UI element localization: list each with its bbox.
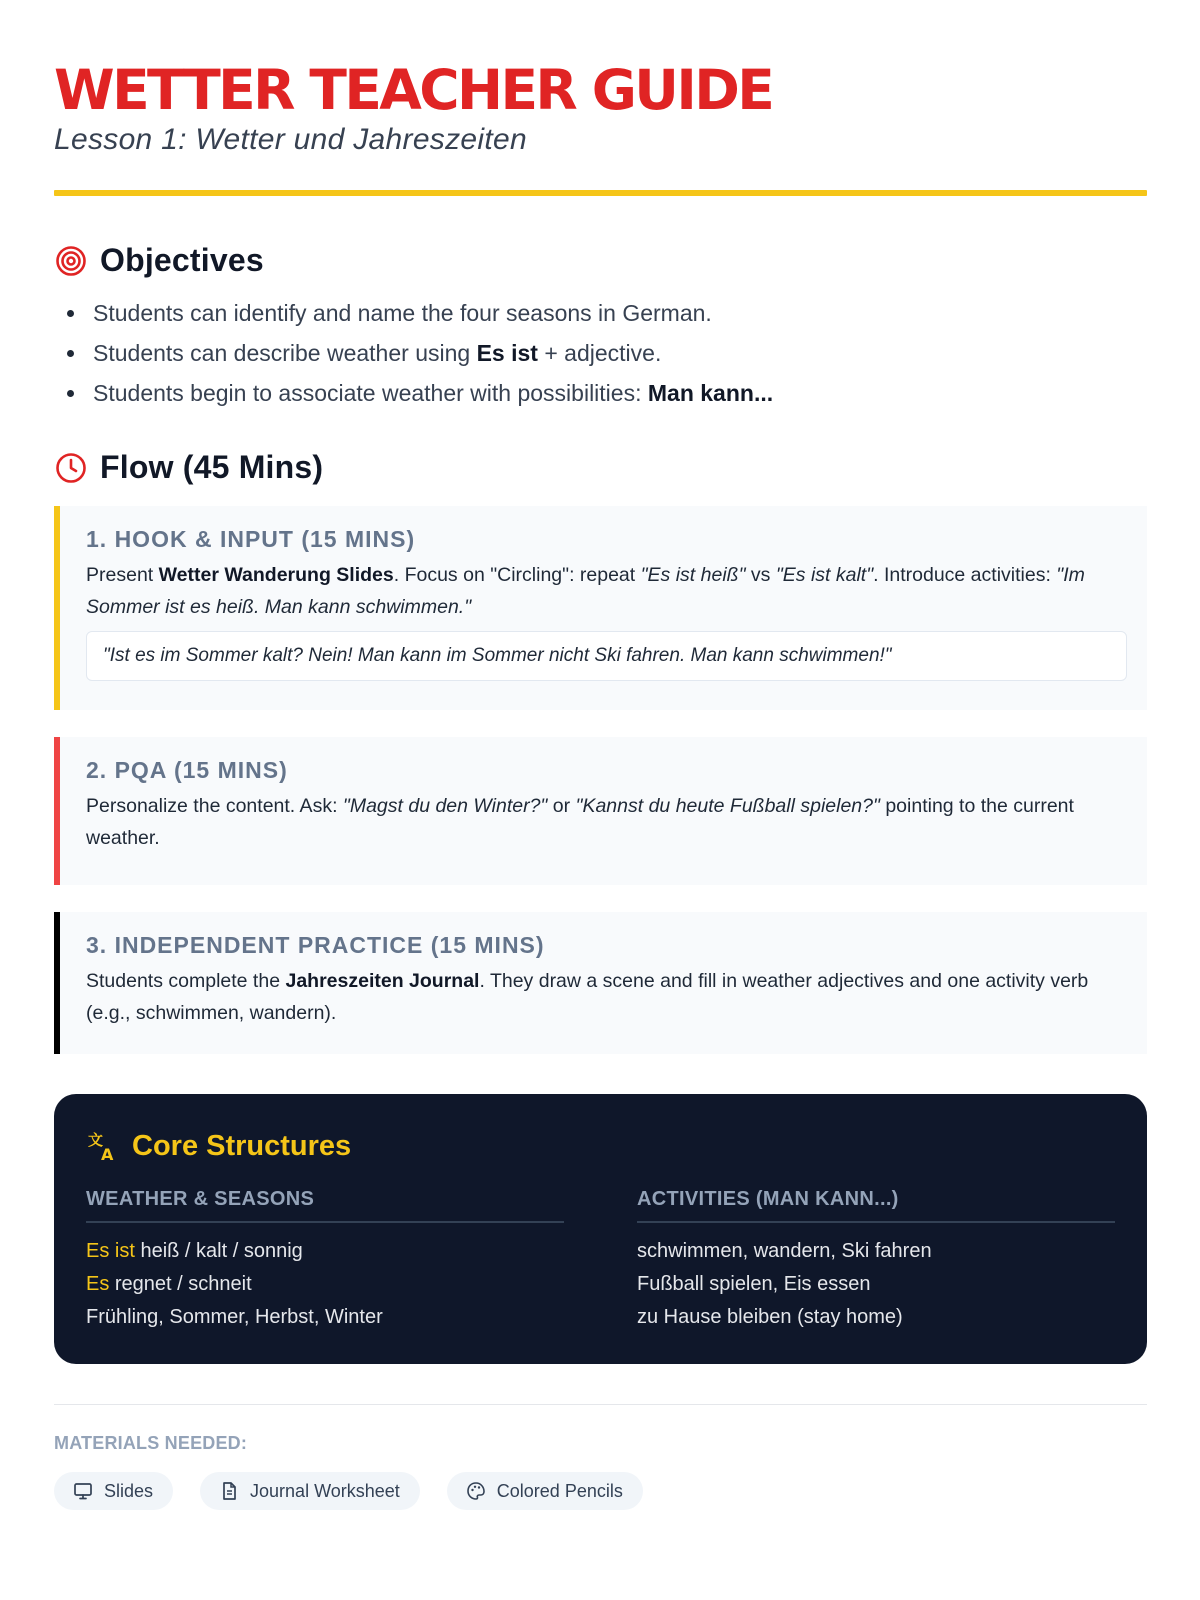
flow-heading: Flow (45 Mins) (100, 449, 324, 485)
weather-column (86, 1188, 564, 1334)
activity-line: zu Hause bleiben (stay home) (637, 1306, 903, 1328)
material-label: Colored Pencils (496, 1480, 623, 1501)
translate-icon (86, 1128, 122, 1164)
svg-text:A: A (101, 1145, 114, 1163)
example-quote: "Ist es im Sommer kalt? Nein! Man kann im Sommer nicht Ski fahren. Man kann schwimmen!" (86, 631, 1127, 681)
core-structures-header (86, 1128, 1115, 1164)
clock-icon (54, 451, 88, 485)
core-structures-panel (54, 1094, 1147, 1364)
objectives-header (54, 242, 1147, 279)
step-description: Personalize the content. Ask: "Magst du den Winter?" or "Kannst du heute Fußball spielen?" pointing to the current weather. (86, 795, 1074, 849)
target-icon (54, 244, 88, 278)
step-description: Students complete the Jahreszeiten Journal. They draw a scene and fill in weather adjectives and one activity verb (e.g., schwimmen, wandern). (86, 970, 1089, 1024)
objective-item: Students begin to associate weather with possibilities: Man kann... (67, 379, 1147, 419)
flow-step-hook (54, 506, 1147, 710)
flow-header (54, 449, 1147, 486)
material-label: Journal Worksheet (250, 1480, 400, 1501)
objectives-heading: Objectives (100, 242, 264, 278)
weather-heading: WEATHER & SEASONS (86, 1188, 564, 1223)
objective-item: Students can describe weather using Es ist + adjective. (67, 339, 1147, 379)
title-divider (54, 190, 1147, 196)
core-columns (86, 1188, 1115, 1334)
material-chip-slides (54, 1472, 173, 1510)
flow-step-pqa (54, 737, 1147, 885)
step-title: 2. PQA (15 MINS) (86, 757, 288, 783)
objectives-list (67, 299, 1147, 419)
step-title: 3. INDEPENDENT PRACTICE (15 MINS) (86, 932, 545, 958)
materials-list (54, 1472, 1147, 1510)
activity-line: schwimmen, wandern, Ski fahren (637, 1240, 932, 1262)
page-subtitle: Lesson 1: Wetter und Jahreszeiten (54, 123, 527, 156)
activities-column (637, 1188, 1115, 1334)
core-structures-heading: Core Structures (132, 1129, 352, 1162)
material-label: Slides (104, 1480, 154, 1501)
material-chip-pencils (447, 1472, 643, 1510)
objective-item: Students can identify and name the four seasons in German. (67, 299, 1147, 339)
page-title: WETTER TEACHER GUIDE (54, 58, 773, 122)
materials-heading: MATERIALS NEEDED: (54, 1433, 248, 1453)
activities-heading: ACTIVITIES (MAN KANN...) (637, 1188, 1115, 1223)
activity-line: Fußball spielen, Eis essen (637, 1273, 871, 1295)
weather-line: Es ist heiß / kalt / sonnig (86, 1240, 303, 1262)
svg-text:文: 文 (88, 1131, 104, 1149)
materials-divider (54, 1404, 1147, 1405)
material-chip-worksheet (200, 1472, 420, 1510)
flow-step-practice (54, 912, 1147, 1054)
step-description: Present Wetter Wanderung Slides. Focus on "Circling": repeat "Es ist heiß" vs "Es ist kalt". Introduce activities: "Im Sommer ist es heiß. Man kann schwimmen." (86, 564, 1085, 618)
weather-line: Es regnet / schneit (86, 1273, 252, 1295)
monitor-icon (72, 1480, 94, 1502)
step-title: 1. HOOK & INPUT (15 MINS) (86, 526, 416, 552)
palette-icon (465, 1480, 487, 1502)
document-icon (218, 1480, 240, 1502)
seasons-line: Frühling, Sommer, Herbst, Winter (86, 1306, 383, 1328)
